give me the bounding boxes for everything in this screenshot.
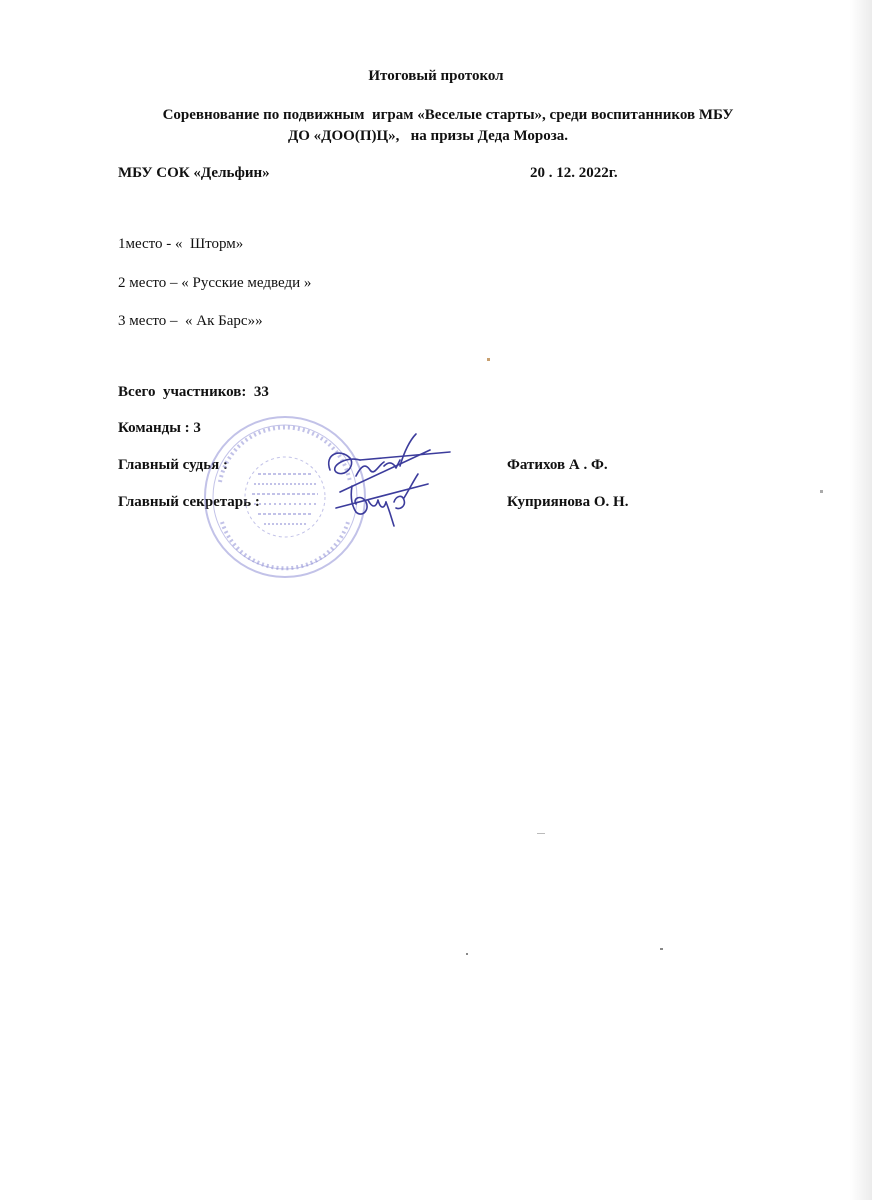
chief-secretary-label: Главный секретарь : (118, 494, 260, 510)
place-3: 3 место – « Ак Барс»» (118, 313, 263, 329)
chief-judge-name: Фатихов А . Ф. (507, 457, 608, 473)
place-1: 1место - « Шторм» (118, 236, 244, 252)
place-2: 2 место – « Русские медведи » (118, 275, 312, 291)
scan-speck (660, 948, 663, 950)
document-subtitle-line2: ДО «ДОО(П)Ц», на призы Деда Мороза. (287, 128, 569, 144)
venue: МБУ СОК «Дельфин» (118, 165, 270, 181)
scan-speck (820, 490, 823, 493)
document-subtitle-line1: Соревнование по подвижным играм «Веселые старты», среди воспитанников МБУ (162, 107, 734, 123)
date: 20 . 12. 2022г. (530, 165, 618, 181)
chief-secretary-name: Куприянова О. Н. (507, 494, 629, 510)
teams-count: Команды : 3 (118, 420, 201, 436)
scan-page-edge (850, 0, 872, 1200)
secretary-signature-icon (330, 468, 440, 528)
scan-speck (487, 358, 490, 361)
scan-speck (537, 833, 545, 834)
document-title: Итоговый протокол (368, 68, 504, 84)
participants-total: Всего участников: 33 (118, 384, 269, 400)
chief-judge-label: Главный судья : (118, 457, 229, 473)
scan-speck (466, 953, 468, 955)
